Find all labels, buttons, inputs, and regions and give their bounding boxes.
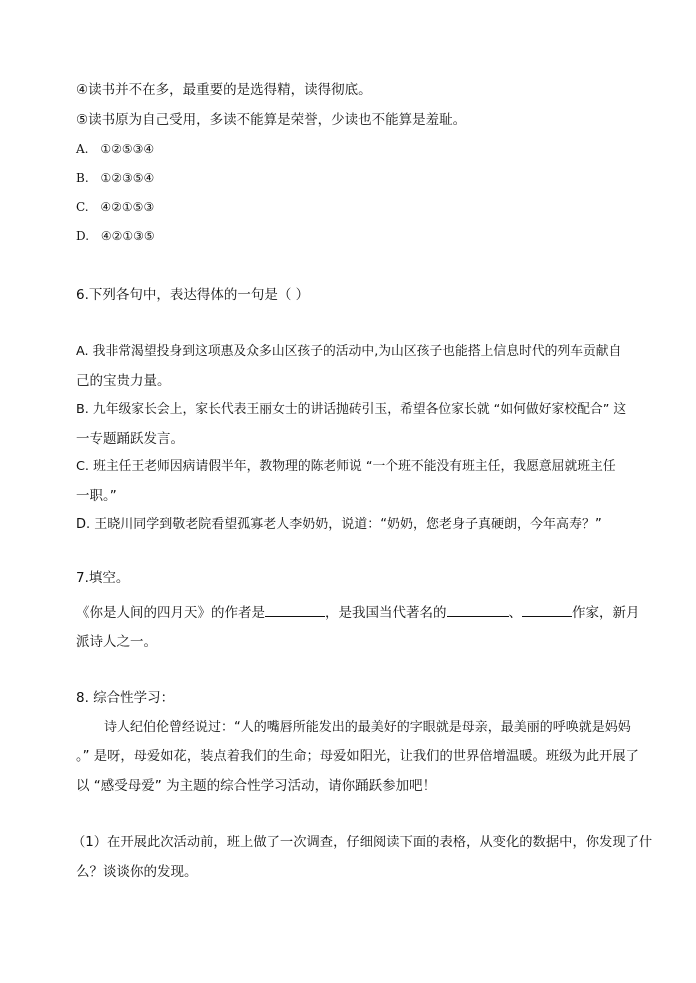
option-letter: C. bbox=[76, 200, 89, 214]
option-letter: D. bbox=[76, 229, 90, 243]
q8-paragraph-line2: 。” 是呀，母爱如花，装点着我们的生命；母爱如阳光，让我们的世界倍增温暖。班级为此开展了 bbox=[76, 749, 639, 764]
q5-item-5: ⑤读书原为自己受用，多读不能算是荣誉，少读也不能算是羞耻。 bbox=[76, 112, 467, 128]
option-text: ④②①③⑤ bbox=[100, 229, 155, 243]
q6-option-a-line2: 己的宝贵力量。 bbox=[76, 373, 171, 389]
answer-blank-author[interactable] bbox=[265, 604, 325, 617]
q6-option-c-line2: 一职。” bbox=[76, 488, 117, 504]
q7-stem: 7.填空。 bbox=[76, 570, 130, 586]
q5-option-d[interactable] bbox=[76, 227, 155, 245]
q8-stem: 8. 综合性学习： bbox=[76, 690, 175, 706]
q8-sub1-line2: 么？谈谈你的发现。 bbox=[76, 864, 198, 880]
q5-option-c[interactable] bbox=[76, 198, 154, 216]
q8-paragraph-line1: 诗人纪伯伦曾经说过：“人的嘴唇所能发出的最美好的字眼就是母亲，最美丽的呼唤就是妈妈 bbox=[104, 720, 631, 735]
q5-option-b[interactable] bbox=[76, 169, 154, 187]
q7-text-part1: 《你是人间的四月天》的作者是 bbox=[76, 605, 265, 621]
q6-option-b-line1: B. 九年级家长会上，家长代表王丽女士的讲话抛砖引玉，希望各位家长就 “如何做好家校配合” 这 bbox=[76, 402, 627, 417]
q6-stem: 6.下列各句中，表达得体的一句是（ ） bbox=[76, 287, 310, 303]
option-letter: A. bbox=[76, 142, 89, 156]
answer-blank-genre-1[interactable] bbox=[447, 604, 509, 617]
q7-text-part2: ，是我国当代著名的 bbox=[325, 605, 447, 621]
q6-option-b-line2: 一专题踊跃发言。 bbox=[76, 431, 184, 447]
q6-option-d-line1: D. 王晓川同学到敬老院看望孤寡老人李奶奶，说道：“奶奶，您老身子真硬朗，今年高寿？” bbox=[76, 517, 602, 532]
q5-item-4: ④读书并不在多，最重要的是选得精，读得彻底。 bbox=[76, 82, 372, 98]
option-text: ①②③⑤④ bbox=[100, 171, 155, 185]
q5-option-a[interactable] bbox=[76, 140, 154, 158]
q6-option-a-line1: A. 我非常渴望投身到这项惠及众多山区孩子的活动中,为山区孩子也能搭上信息时代的列车贡献自 bbox=[76, 344, 622, 359]
answer-blank-genre-2[interactable] bbox=[522, 604, 572, 617]
option-text: ①②⑤③④ bbox=[100, 142, 155, 156]
q7-text-part3: 、 bbox=[508, 605, 522, 621]
option-text: ④②①⑤③ bbox=[100, 200, 155, 214]
q8-sub1-line1: （1）在开展此次活动前，班上做了一次调查，仔细阅读下面的表格，从变化的数据中，你发现了什 bbox=[72, 835, 653, 850]
q7-text-part4: 作家，新月 bbox=[572, 605, 640, 621]
q7-line2: 派诗人之一。 bbox=[76, 634, 157, 650]
q7-line1 bbox=[76, 604, 640, 622]
q8-paragraph-line3: 以 “感受母爱” 为主题的综合性学习活动，请你踊跃参加吧！ bbox=[76, 778, 437, 794]
option-letter: B. bbox=[76, 171, 89, 185]
q6-option-c-line1: C. 班主任王老师因病请假半年，教物理的陈老师说 “一个班不能没有班主任，我愿意屈就班主任 bbox=[76, 459, 616, 474]
